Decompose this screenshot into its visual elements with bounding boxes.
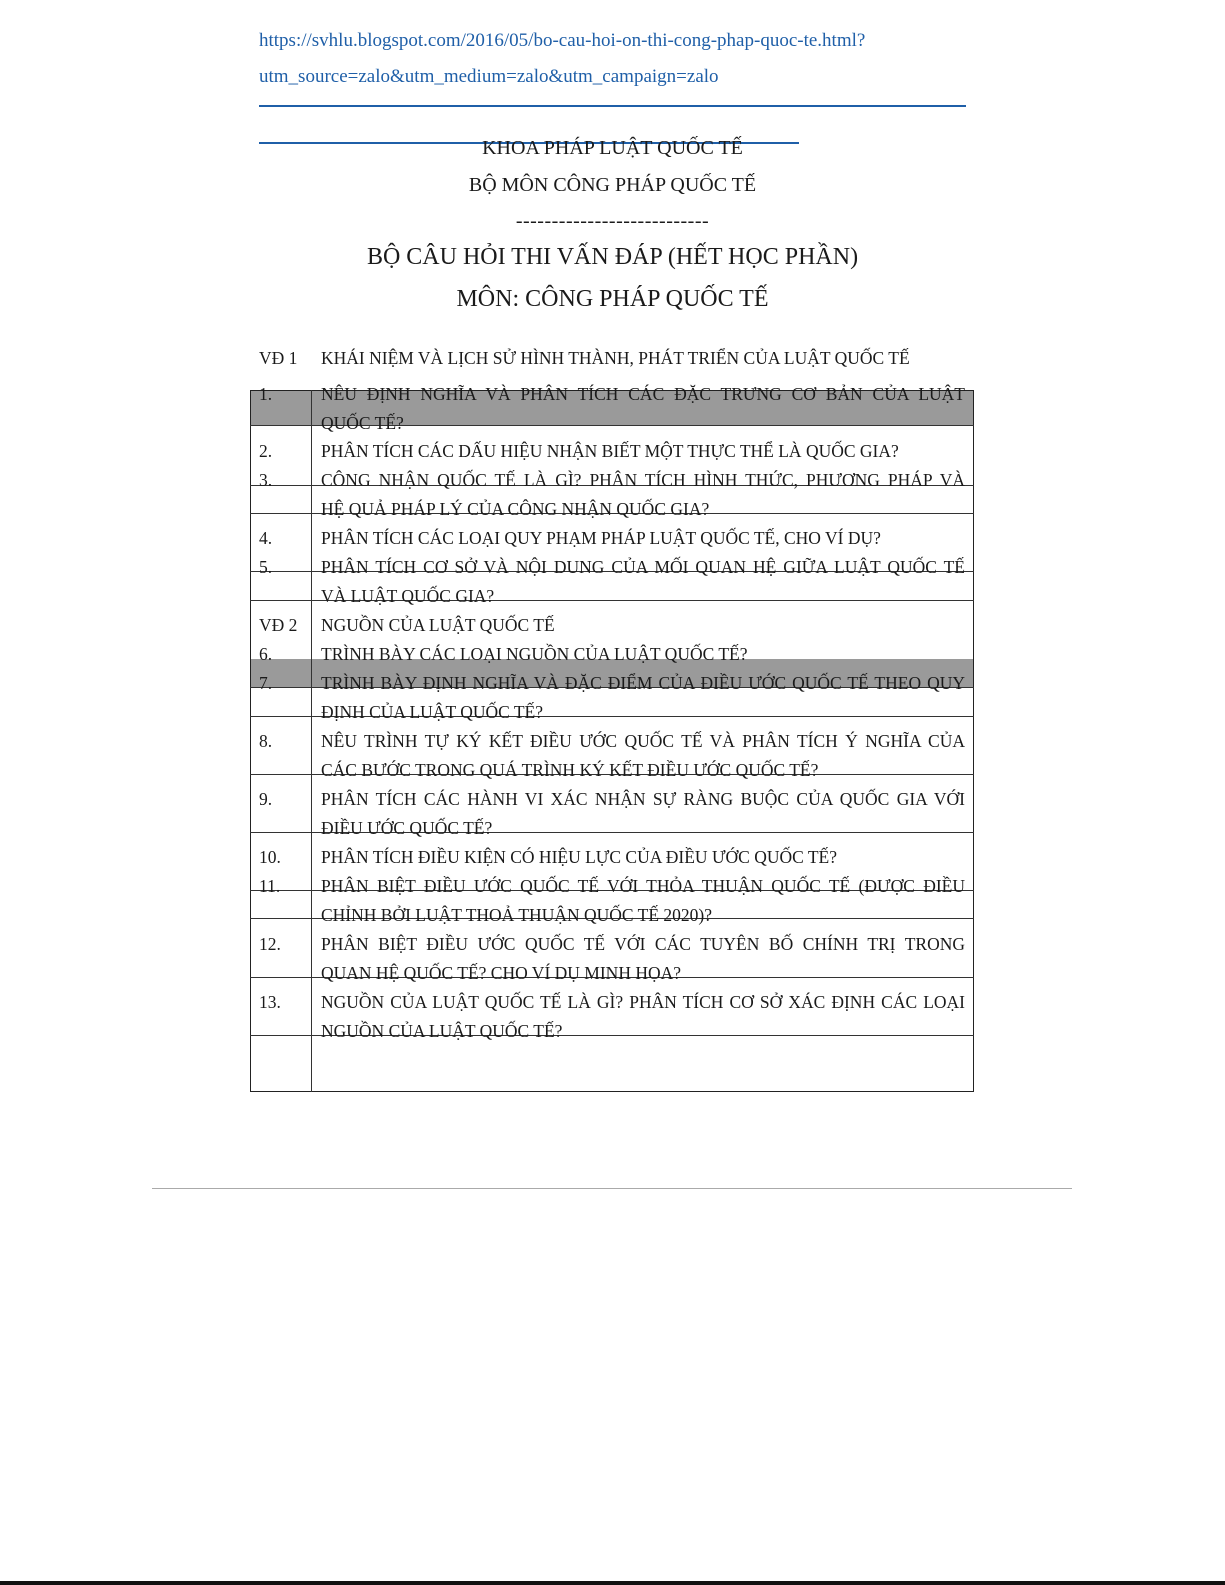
table-column-divider xyxy=(311,390,312,1092)
subject-title: MÔN: CÔNG PHÁP QUỐC TẾ xyxy=(456,286,769,312)
page-title: BỘ CÂU HỎI THI VẤN ĐÁP (HẾT HỌC PHẦN) xyxy=(366,244,859,270)
question-text: PHÂN BIỆT ĐIỀU ƯỚC QUỐC TẾ VỚI THỎA THUẬN QUỐC TẾ (ĐƯỢC ĐIỀU xyxy=(321,876,965,896)
question-text-cont: ĐIỀU ƯỚC QUỐC TẾ? xyxy=(321,818,493,838)
separator: --------------------------- xyxy=(515,210,710,232)
section-title: NGUỒN CỦA LUẬT QUỐC TẾ xyxy=(321,615,555,635)
question-text-cont: ĐỊNH CỦA LUẬT QUỐC TẾ? xyxy=(321,702,543,722)
question-text: TRÌNH BÀY ĐỊNH NGHĨA VÀ ĐẶC ĐIỂM CỦA ĐIỀU ƯỚC QUỐC TẾ THEO QUY xyxy=(321,673,965,693)
faculty-heading: KHOA PHÁP LUẬT QUỐC TẾ xyxy=(482,137,743,159)
question-number: 9. xyxy=(259,789,273,809)
source-url-line-1[interactable]: https://svhlu.blogspot.com/2016/05/bo-cau-hoi-on-thi-cong-phap-quoc-te.html? xyxy=(259,30,866,51)
question-text: PHÂN TÍCH CÁC HÀNH VI XÁC NHẬN SỰ RÀNG BUỘC CỦA QUỐC GIA VỚI xyxy=(321,789,965,809)
question-number: 4. xyxy=(259,528,273,548)
question-text: TRÌNH BÀY CÁC LOẠI NGUỒN CỦA LUẬT QUỐC TẾ? xyxy=(321,644,748,664)
section-title: KHÁI NIỆM VÀ LỊCH SỬ HÌNH THÀNH, PHÁT TRIỂN CỦA LUẬT QUỐC TẾ xyxy=(321,348,910,368)
url-underline xyxy=(259,105,966,107)
question-number: 13. xyxy=(259,992,281,1012)
section-label: VĐ 2 xyxy=(259,615,298,635)
question-number: 5. xyxy=(259,557,273,577)
question-number: 10. xyxy=(259,847,281,867)
question-text: NÊU ĐỊNH NGHĨA VÀ PHÂN TÍCH CÁC ĐẶC TRƯNG CƠ BẢN CỦA LUẬT xyxy=(321,384,965,404)
page-divider xyxy=(152,1188,1072,1189)
question-text-cont: CÁC BƯỚC TRONG QUÁ TRÌNH KÝ KẾT ĐIỀU ƯỚC QUỐC TẾ? xyxy=(321,760,819,780)
question-text-cont: HỆ QUẢ PHÁP LÝ CỦA CÔNG NHẬN QUỐC GIA? xyxy=(321,499,710,519)
question-text-cont: QUỐC TẾ? xyxy=(321,413,404,433)
question-number: 11. xyxy=(259,876,281,896)
question-text: PHÂN TÍCH CƠ SỞ VÀ NỘI DUNG CỦA MỐI QUAN HỆ GIỮA LUẬT QUỐC TẾ xyxy=(321,557,965,577)
question-number: 6. xyxy=(259,644,273,664)
question-text: NÊU TRÌNH TỰ KÝ KẾT ĐIỀU ƯỚC QUỐC TẾ VÀ PHÂN TÍCH Ý NGHĨA CỦA xyxy=(321,731,965,751)
question-text: PHÂN BIỆT ĐIỀU ƯỚC QUỐC TẾ VỚI CÁC TUYÊN BỐ CHÍNH TRỊ TRONG xyxy=(321,934,965,954)
question-number: 2. xyxy=(259,441,273,461)
question-number: 1. xyxy=(259,384,273,404)
source-url-line-2[interactable]: utm_source=zalo&utm_medium=zalo&utm_campaign=zalo xyxy=(259,66,719,87)
question-text-cont: NGUỒN CỦA LUẬT QUỐC TẾ? xyxy=(321,1021,563,1041)
question-text: PHÂN TÍCH CÁC DẤU HIỆU NHẬN BIẾT MỘT THỰC THỂ LÀ QUỐC GIA? xyxy=(321,441,899,461)
section-label: VĐ 1 xyxy=(259,348,298,368)
question-text: PHÂN TÍCH ĐIỀU KIỆN CÓ HIỆU LỰC CỦA ĐIỀU ƯỚC QUỐC TẾ? xyxy=(321,847,837,867)
question-text-cont: CHỈNH BỞI LUẬT THOẢ THUẬN QUỐC TẾ 2020)? xyxy=(321,905,712,925)
question-text: PHÂN TÍCH CÁC LOẠI QUY PHẠM PHÁP LUẬT QUỐC TẾ, CHO VÍ DỤ? xyxy=(321,528,881,548)
question-text: CÔNG NHẬN QUỐC TẾ LÀ GÌ? PHÂN TÍCH HÌNH THỨC, PHƯƠNG PHÁP VÀ xyxy=(321,470,965,490)
bottom-edge-bar xyxy=(0,1581,1225,1585)
question-text-cont: VÀ LUẬT QUỐC GIA? xyxy=(321,586,495,606)
question-text: NGUỒN CỦA LUẬT QUỐC TẾ LÀ GÌ? PHÂN TÍCH CƠ SỞ XÁC ĐỊNH CÁC LOẠI xyxy=(321,992,965,1012)
question-number: 12. xyxy=(259,934,281,954)
question-text-cont: QUAN HỆ QUỐC TẾ? CHO VÍ DỤ MINH HỌA? xyxy=(321,963,682,983)
department-heading: BỘ MÔN CÔNG PHÁP QUỐC TẾ xyxy=(468,174,757,196)
question-number: 7. xyxy=(259,673,273,693)
question-number: 8. xyxy=(259,731,273,751)
question-number: 3. xyxy=(259,470,273,490)
